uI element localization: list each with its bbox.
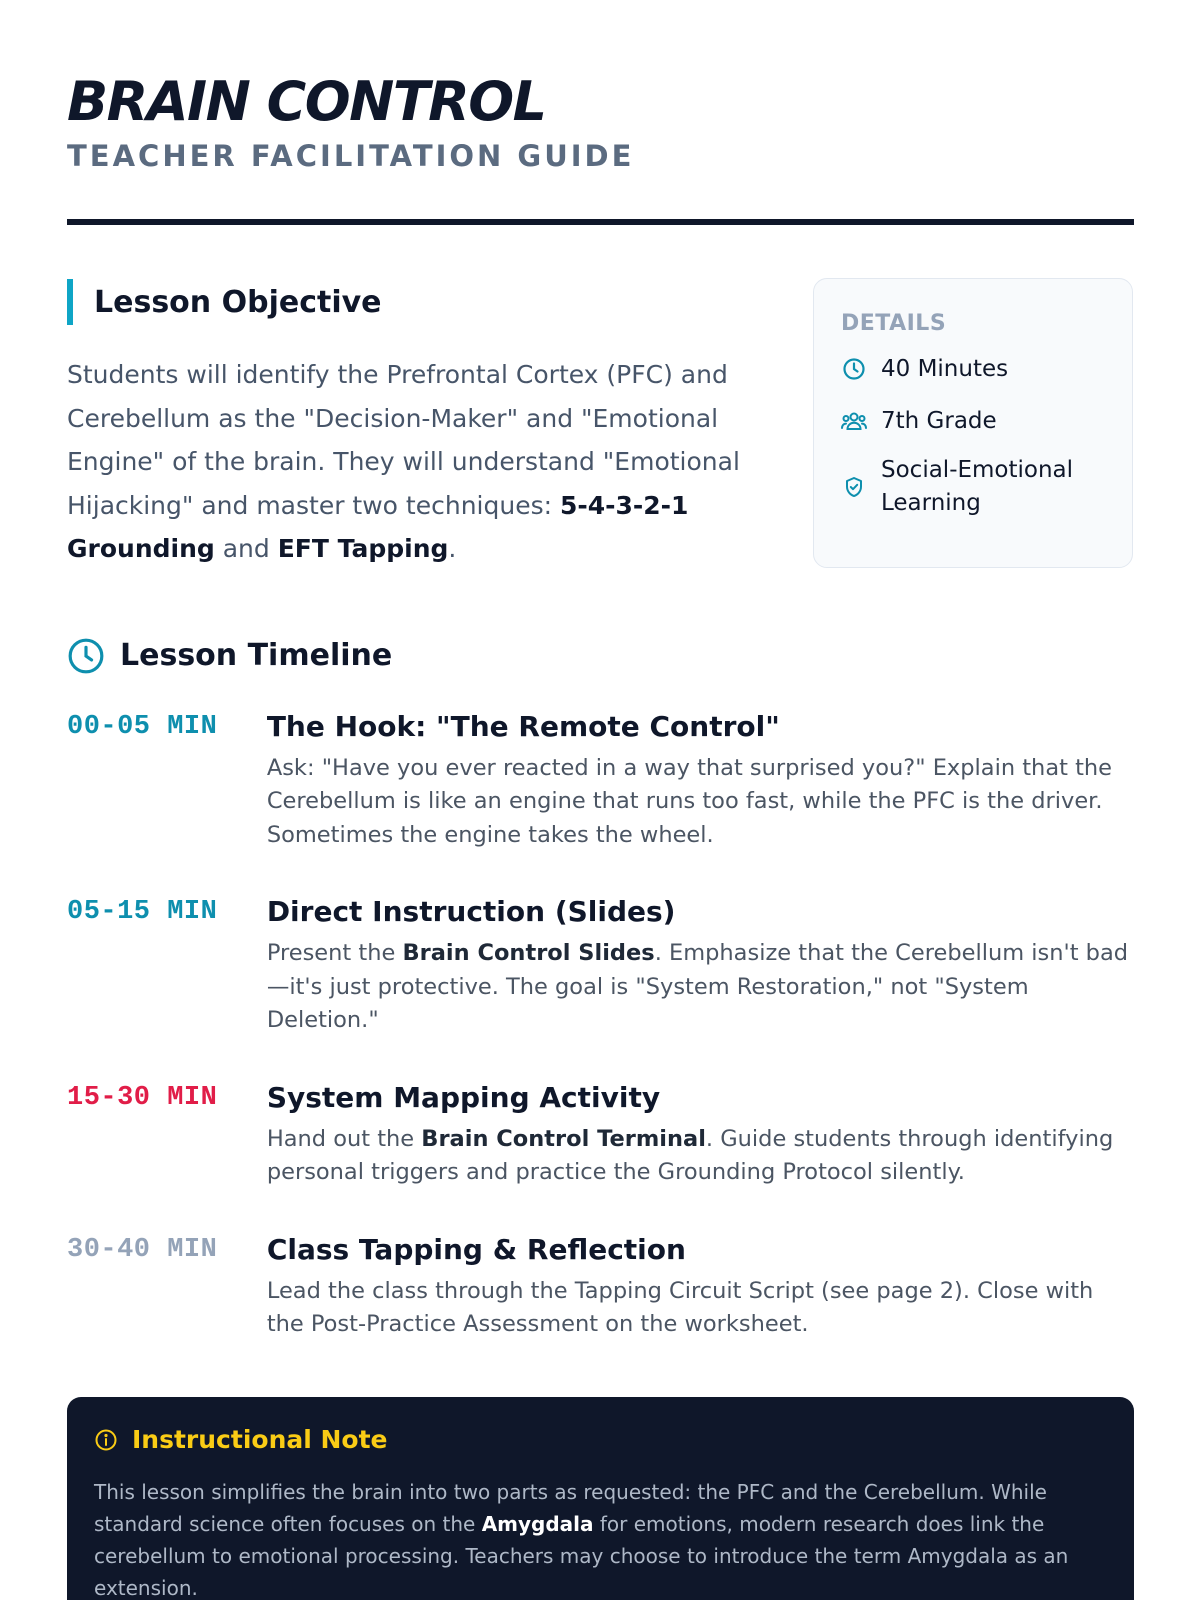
objective-bold-grounding: 5-4-3-2-1 Grounding	[67, 490, 689, 563]
timeline-body	[267, 1231, 1133, 1342]
details-card	[813, 278, 1133, 568]
objective-bold-tapping: EFT Tapping	[277, 534, 449, 563]
timeline-item-description	[267, 1123, 1133, 1190]
detail-grade	[841, 408, 1105, 434]
users-icon	[841, 408, 867, 434]
clock-icon	[841, 356, 867, 382]
note-bold-amygdala: Amygdala	[481, 1512, 594, 1536]
timeline-time: 00-05 MIN	[67, 711, 218, 742]
description-bold: Brain Control Slides	[402, 940, 655, 966]
timeline-time: 05-15 MIN	[67, 897, 218, 927]
timeline-body	[267, 708, 1133, 853]
note-text	[94, 1476, 1107, 1600]
timeline-item	[67, 1079, 1133, 1190]
timeline-item	[67, 893, 1133, 1038]
objective-row	[67, 278, 1133, 571]
description-text: . Guide students through identifying personal triggers and practice the Grounding Protocol silently.	[266, 1125, 1114, 1185]
detail-duration	[841, 356, 1105, 382]
timeline-body	[267, 893, 1133, 1038]
instructional-note	[67, 1397, 1134, 1600]
timeline-item-title: System Mapping Activity	[266, 1080, 661, 1114]
detail-grade-text: 7th Grade	[881, 408, 997, 434]
description-text: Ask: "Have you ever reacted in a way that surprised you?" Explain that the Cerebellum is like an engine that runs too fast, while the PFC is the driver. Sometimes the engine takes the wheel.	[266, 754, 1113, 848]
detail-subject-text: Social-Emotional Learning	[881, 457, 1074, 516]
shield-icon	[841, 474, 867, 500]
timeline-heading	[67, 637, 1133, 675]
description-text: Present the	[266, 940, 403, 966]
timeline-item-description	[267, 1275, 1133, 1342]
info-icon	[94, 1428, 118, 1452]
description-text: Hand out the	[266, 1125, 422, 1152]
timeline-item	[67, 708, 1133, 853]
detail-duration-text: 40 Minutes	[881, 356, 1009, 382]
objective-text-part: Students will identify the Prefrontal Cortex (PFC) and Cerebellum as the "Decision-Maker" and "Emotional Engine" of the brain. They will understand "Emotional Hijacking" and master two techniques:	[67, 360, 740, 520]
timeline-title: Lesson Timeline	[120, 638, 393, 673]
timeline-item-title: Direct Instruction (Slides)	[266, 895, 676, 928]
lesson-timeline	[67, 708, 1133, 1342]
clock-icon	[67, 637, 105, 675]
lesson-objective	[67, 278, 747, 571]
timeline-item-title: Class Tapping & Reflection	[266, 1232, 686, 1266]
objective-text-part: and	[214, 534, 278, 563]
accent-bar	[67, 279, 73, 325]
objective-heading	[67, 278, 747, 326]
timeline-item	[67, 1231, 1133, 1342]
note-title: Instructional Note	[132, 1425, 388, 1454]
note-text-part: This lesson simplifies the brain into two parts as requested: the PFC and the Cerebellum. While standard science often focuses on the	[94, 1480, 1047, 1536]
note-text-part: for emotions, modern research does link the cerebellum to emotional processing. Teachers may choose to introduce the term Amygdala as an extension.	[94, 1512, 1069, 1600]
description-text: Lead the class through the Tapping Circuit Script (see page 2). Close with the Post-Practice Assessment on the worksheet.	[266, 1277, 1094, 1337]
header-divider	[67, 219, 1134, 225]
header	[67, 0, 1133, 225]
details-label: DETAILS	[841, 311, 947, 336]
timeline-item-description	[267, 937, 1133, 1038]
objective-text-part: .	[448, 534, 457, 563]
timeline-body	[267, 1079, 1133, 1190]
timeline-time: 15-30 MIN	[67, 1082, 218, 1113]
description-bold: Brain Control Terminal	[421, 1125, 706, 1152]
page-title: BRAIN CONTROL	[67, 70, 546, 133]
timeline-item-description	[267, 752, 1133, 853]
objective-text	[67, 353, 747, 571]
page-subtitle: TEACHER FACILITATION GUIDE	[67, 139, 635, 173]
detail-subject	[841, 454, 1105, 520]
timeline-item-title: The Hook: "The Remote Control"	[266, 709, 780, 743]
timeline-time: 30-40 MIN	[67, 1234, 218, 1265]
note-header	[94, 1425, 1107, 1454]
description-text: . Emphasize that the Cerebellum isn't bad—it's just protective. The goal is "System Restoration," not "System Deletion."	[266, 940, 1129, 1033]
objective-title: Lesson Objective	[94, 284, 382, 320]
